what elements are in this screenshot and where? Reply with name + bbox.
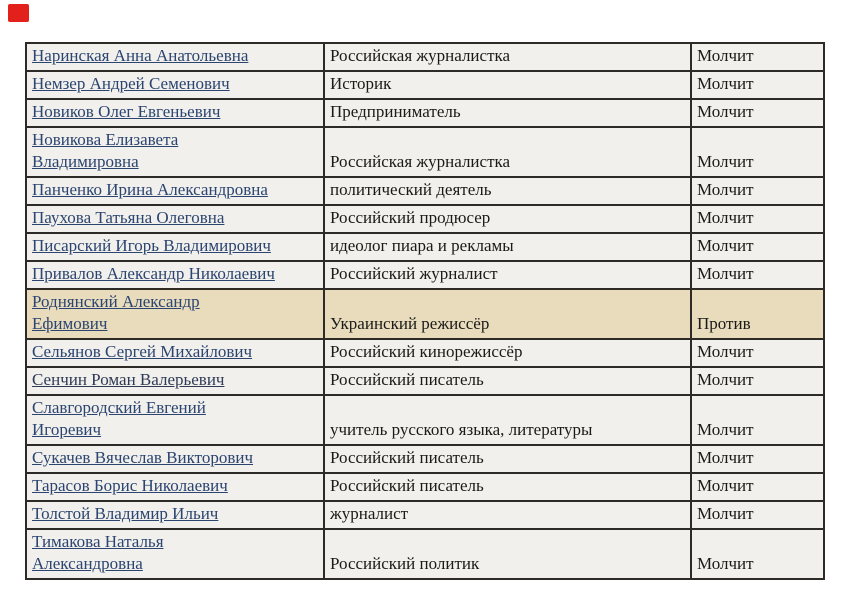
- role-text: Историк: [330, 74, 392, 93]
- role-cell: [324, 205, 691, 233]
- person-name-link[interactable]: Сенчин Роман Валерьевич: [32, 370, 225, 389]
- people-votes-table: [25, 42, 825, 580]
- name-cell: [26, 99, 324, 127]
- role-text: Российский писатель: [330, 370, 484, 389]
- role-text: Российский писатель: [330, 448, 484, 467]
- table-row: [26, 395, 824, 445]
- status-cell: [691, 289, 824, 339]
- status-cell: [691, 367, 824, 395]
- name-cell-highlighted: [26, 367, 324, 395]
- table-row: [26, 99, 824, 127]
- role-cell: [324, 395, 691, 445]
- role-cell: [324, 501, 691, 529]
- status-cell: [691, 233, 824, 261]
- table-row: [26, 127, 824, 177]
- status-text: Против: [697, 314, 751, 333]
- status-cell: [691, 501, 824, 529]
- role-cell: [324, 127, 691, 177]
- table-row: [26, 205, 824, 233]
- name-cell: [26, 473, 324, 501]
- person-name-link[interactable]: Панченко Ирина Александровна: [32, 180, 268, 199]
- role-cell: [324, 473, 691, 501]
- status-text: Молчит: [697, 180, 754, 199]
- status-text: Молчит: [697, 74, 754, 93]
- red-marker-icon: [8, 4, 29, 22]
- role-cell: [324, 71, 691, 99]
- table-row: [26, 501, 824, 529]
- name-cell: [26, 127, 324, 177]
- role-cell: [324, 529, 691, 579]
- role-text: Российский политик: [330, 554, 480, 573]
- name-cell: [26, 395, 324, 445]
- person-name-link[interactable]: Наринская Анна Анатольевна: [32, 46, 249, 65]
- person-name-link[interactable]: Новикова Елизавета Владимировна: [32, 130, 179, 171]
- role-cell: [324, 177, 691, 205]
- person-name-link[interactable]: Толстой Владимир Ильич: [32, 504, 219, 523]
- role-cell: [324, 43, 691, 71]
- name-cell: [26, 43, 324, 71]
- person-name-link[interactable]: Роднянский Александр Ефимович: [32, 292, 200, 333]
- person-name-link[interactable]: Паухова Татьяна Олеговна: [32, 208, 225, 227]
- status-cell: [691, 445, 824, 473]
- role-cell: [324, 99, 691, 127]
- role-cell: [324, 339, 691, 367]
- status-text: Молчит: [697, 448, 754, 467]
- role-text: Российский кинорежиссёр: [330, 342, 523, 361]
- status-cell: [691, 529, 824, 579]
- status-cell: [691, 395, 824, 445]
- role-cell: [324, 261, 691, 289]
- role-text: Украинский режиссёр: [330, 314, 490, 333]
- table-row: [26, 43, 824, 71]
- status-cell: [691, 71, 824, 99]
- status-cell: [691, 205, 824, 233]
- status-text: Молчит: [697, 152, 754, 171]
- role-text: идеолог пиара и рекламы: [330, 236, 514, 255]
- name-cell: [26, 445, 324, 473]
- person-name-link[interactable]: Тимакова Наталья Александровна: [32, 532, 164, 573]
- table-row-highlighted-against: [26, 289, 824, 339]
- status-text: Молчит: [697, 420, 754, 439]
- person-name-link[interactable]: Новиков Олег Евгеньевич: [32, 102, 221, 121]
- status-text: Молчит: [697, 102, 754, 121]
- table-row: [26, 445, 824, 473]
- table-row: [26, 261, 824, 289]
- role-text: политический деятель: [330, 180, 492, 199]
- status-text: Молчит: [697, 236, 754, 255]
- role-text: учитель русского языка, литературы: [330, 420, 593, 439]
- status-text: Молчит: [697, 46, 754, 65]
- status-text: Молчит: [697, 504, 754, 523]
- role-text: Российский писатель: [330, 476, 484, 495]
- status-text: Молчит: [697, 264, 754, 283]
- name-cell: [26, 261, 324, 289]
- role-text: журналист: [330, 504, 409, 523]
- table-row: [26, 177, 824, 205]
- person-name-link[interactable]: Тарасов Борис Николаевич: [32, 476, 228, 495]
- name-cell: [26, 205, 324, 233]
- person-name-link[interactable]: Писарский Игорь Владимирович: [32, 236, 271, 255]
- person-name-link[interactable]: Сукачев Вячеслав Викторович: [32, 448, 254, 467]
- table-row: [26, 529, 824, 579]
- status-text: Молчит: [697, 342, 754, 361]
- person-name-link[interactable]: Славгородский Евгений Игоревич: [32, 398, 206, 439]
- name-cell: [26, 289, 324, 339]
- role-cell: [324, 233, 691, 261]
- status-text: Молчит: [697, 208, 754, 227]
- role-text: Российский продюсер: [330, 208, 491, 227]
- name-cell: [26, 177, 324, 205]
- table-row: [26, 233, 824, 261]
- table-row-highlighted-name: [26, 367, 824, 395]
- status-cell: [691, 261, 824, 289]
- role-cell: [324, 445, 691, 473]
- person-name-link[interactable]: Немзер Андрей Семенович: [32, 74, 230, 93]
- status-cell: [691, 473, 824, 501]
- table-row: [26, 473, 824, 501]
- status-cell: [691, 177, 824, 205]
- role-cell: [324, 289, 691, 339]
- status-cell: [691, 99, 824, 127]
- name-cell: [26, 339, 324, 367]
- status-text: Молчит: [697, 476, 754, 495]
- role-text: Российский журналист: [330, 264, 498, 283]
- name-cell: [26, 501, 324, 529]
- role-text: Российская журналистка: [330, 46, 511, 65]
- person-name-link[interactable]: Сельянов Сергей Михайлович: [32, 342, 253, 361]
- status-cell: [691, 339, 824, 367]
- status-cell: [691, 127, 824, 177]
- name-cell: [26, 529, 324, 579]
- status-cell: [691, 43, 824, 71]
- person-name-link[interactable]: Привалов Александр Николаевич: [32, 264, 275, 283]
- table-row: [26, 339, 824, 367]
- name-cell: [26, 233, 324, 261]
- name-cell: [26, 71, 324, 99]
- role-text: Российская журналистка: [330, 152, 511, 171]
- role-cell: [324, 367, 691, 395]
- status-text: Молчит: [697, 370, 754, 389]
- role-text: Предприниматель: [330, 102, 461, 121]
- status-text: Молчит: [697, 554, 754, 573]
- table-row: [26, 71, 824, 99]
